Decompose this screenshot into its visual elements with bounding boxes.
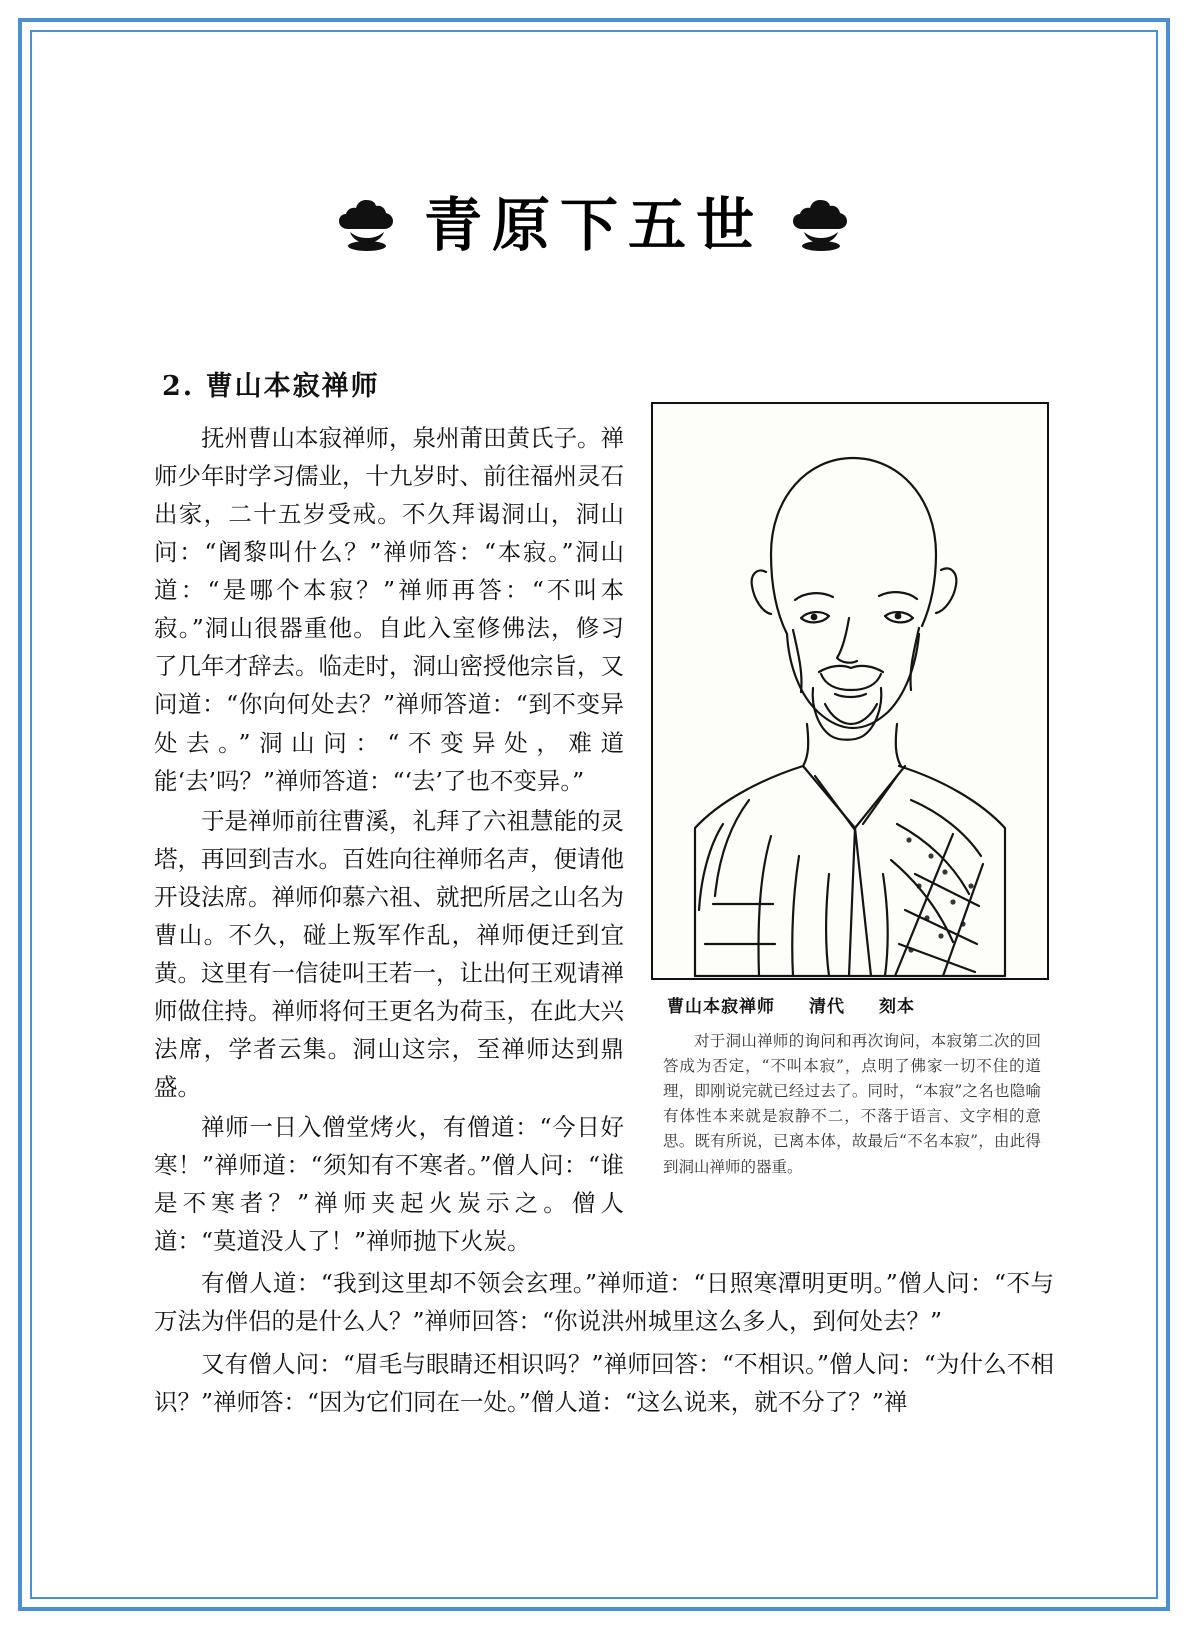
portrait-illustration [651, 402, 1049, 980]
cloud-ornament-icon-right [790, 196, 852, 254]
paragraph: 又有僧人问：“眉毛与眼睛还相识吗？”禅师回答：“不相识。”僧人问：“为什么不相识？”禅师答：“因为它们同在一处。”僧人道：“这么说来，就不分了？”禅 [154, 1349, 1054, 1416]
section-heading [162, 364, 1054, 403]
page-header [44, 191, 1144, 259]
paragraph: 禅师一日入僧堂烤火，有僧道：“今日好寒！”禅师道：“须知有不寒者。”僧人问：“谁是不寒者？”禅师夹起火炭示之。僧人道：“莫道没人了！”禅师抛下火炭。 [154, 1113, 624, 1256]
paragraph: 有僧人道：“我到这里却不领会玄理。”禅师道：“日照寒潭明更明。”僧人问：“不与万法为伴侣的是什么人？”禅师回答：“你说洪州城里这么多人，到何处去？” [154, 1269, 1054, 1336]
paragraph: 抚州曹山本寂禅师，泉州莆田黄氏子。禅师少年时学习儒业，十九岁时、前往福州灵石出家，二十五岁受戒。不久拜谒洞山，洞山问：“阇黎叫什么？”禅师答：“本寂。”洞山道：“是哪个本寂？”禅师再答：“不叫本寂。”洞山很器重他。自此入室修佛法，修习了几年才辞去。临走时，洞山密授他宗旨，又问道：“你向何处去？”禅师答道：“到不变异处去。”洞山问：“不变异处，难道能‘去’吗？”禅师答道：“‘去’了也不变异。” [154, 424, 624, 795]
cloud-ornament-icon-left [336, 196, 398, 254]
figure-note: 对于洞山禅师的询问和再次询问，本寂第二次的回答成为否定，“不叫本寂”，点明了佛家一切不住的道理，即刚说完就已经过去了。同时，“本寂”之名也隐喻有体性本来就是寂静不二，不落于语言、文字相的意思。既有所说，已离本体，故最后“不名本寂”，由此得到洞山禅师的器重。 [663, 1032, 1041, 1176]
article-body-narrow [154, 419, 624, 1260]
paragraph: 于是禅师前往曹溪，礼拜了六祖慧能的灵塔，再回到吉水。百姓向往禅师名声，便请他开设法席。禅师仰慕六祖、就把所居之山名为曹山。不久，碰上叛军作乱，禅师便迁到宜黄。这里有一信徒叫王若一，让出何王观请禅师做住持。禅师将何王更名为荷玉，在此大兴法席，学者云集。洞山这宗，至禅师达到鼎盛。 [154, 806, 624, 1102]
section-number: 2. [162, 371, 195, 402]
article-content [154, 364, 1054, 1423]
section-title: 曹山本寂禅师 [205, 371, 380, 402]
figure-caption-title: 曹山本寂禅师 [667, 997, 775, 1017]
page-title: 青原下五世 [423, 191, 764, 259]
figure-caption-era: 清代 [809, 997, 845, 1017]
figure-caption [651, 992, 1049, 1017]
figure-block [651, 402, 1049, 1180]
page-canvas [44, 46, 1144, 1583]
article-body-wide [154, 1264, 1054, 1420]
figure-caption-type: 刻本 [879, 997, 915, 1017]
